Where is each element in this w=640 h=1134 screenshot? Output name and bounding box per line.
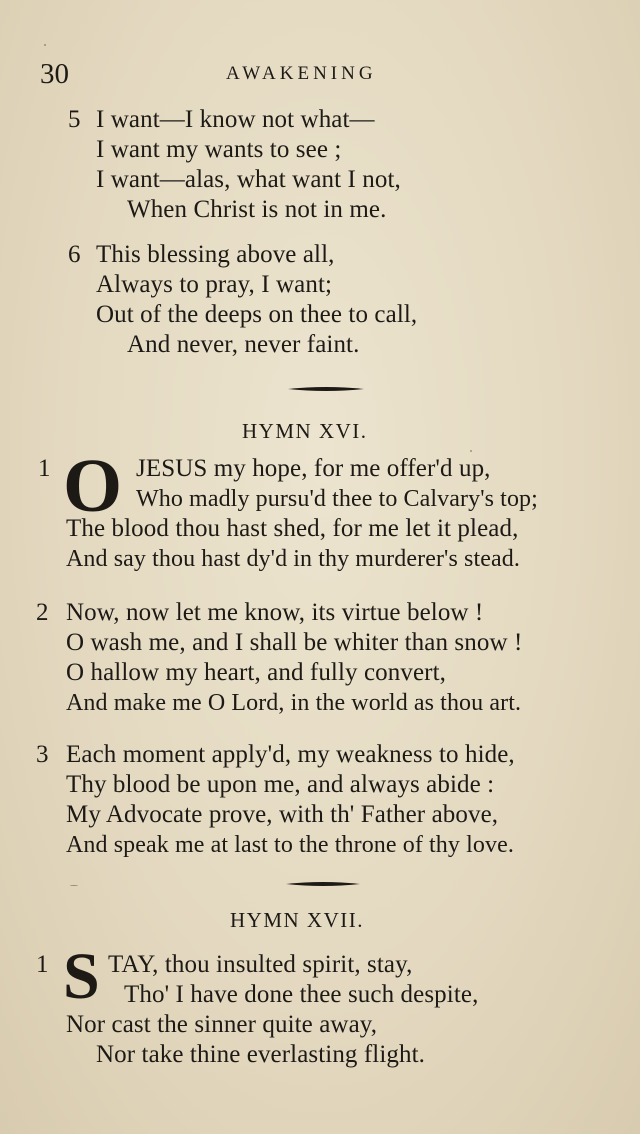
verse-line: O hallow my heart, and fully convert, xyxy=(66,659,446,686)
verse-line: And say thou hast dy'd in thy murderer's stead. xyxy=(66,546,520,572)
ornamental-rule xyxy=(288,386,364,391)
hymn-title: HYMN XVII. xyxy=(230,908,364,932)
verse-line: TAY, thou insulted spirit, stay, xyxy=(108,951,413,978)
stanza-number: 2 xyxy=(36,599,49,626)
page-number: 30 xyxy=(40,58,69,90)
verse-line: I want—I know not what— xyxy=(96,106,375,133)
verse-line: Nor take thine everlasting flight. xyxy=(96,1041,425,1068)
verse-line: This blessing above all, xyxy=(96,241,335,268)
verse-line: When Christ is not in me. xyxy=(127,196,387,223)
verse-line: JESUS my hope, for me offer'd up, xyxy=(136,455,491,482)
verse-line: Always to pray, I want; xyxy=(96,271,333,298)
stanza-number: 3 xyxy=(36,741,49,768)
drop-cap: O xyxy=(63,444,123,528)
verse-line: And speak me at last to the throne of thy love. xyxy=(66,832,514,858)
verse-line: And make me O Lord, in the world as thou art. xyxy=(66,690,522,716)
stanza-number: 1 xyxy=(38,455,51,482)
verse-line: Out of the deeps on thee to call, xyxy=(96,301,418,328)
paper-speck xyxy=(70,885,78,886)
hymn-title: HYMN XVI. xyxy=(242,419,368,443)
verse-line: O wash me, and I shall be whiter than snow ! xyxy=(66,629,523,656)
verse-line: I want my wants to see ; xyxy=(96,136,342,163)
verse-line: The blood thou hast shed, for me let it plead, xyxy=(66,515,519,542)
drop-cap: S xyxy=(63,940,100,1013)
verse-line: Tho' I have done thee such despite, xyxy=(124,981,479,1008)
verse-line: Each moment apply'd, my weakness to hide, xyxy=(66,741,515,768)
verse-line: Nor cast the sinner quite away, xyxy=(66,1011,378,1038)
verse-line: Thy blood be upon me, and always abide : xyxy=(66,771,495,798)
stanza-number: 5 xyxy=(68,106,81,133)
verse-line: And never, never faint. xyxy=(127,331,360,358)
running-head: AWAKENING xyxy=(226,63,377,84)
paper-speck xyxy=(44,44,46,46)
stanza-number: 1 xyxy=(36,951,49,978)
ornamental-rule xyxy=(286,881,360,886)
stanza-number: 6 xyxy=(68,241,81,268)
verse-line: I want—alas, what want I not, xyxy=(96,166,401,193)
verse-line: Now, now let me know, its virtue below ! xyxy=(66,599,484,626)
paper-speck xyxy=(470,450,472,452)
verse-line: My Advocate prove, with th' Father above, xyxy=(66,801,499,828)
verse-line: Who madly pursu'd thee to Calvary's top; xyxy=(136,486,538,512)
